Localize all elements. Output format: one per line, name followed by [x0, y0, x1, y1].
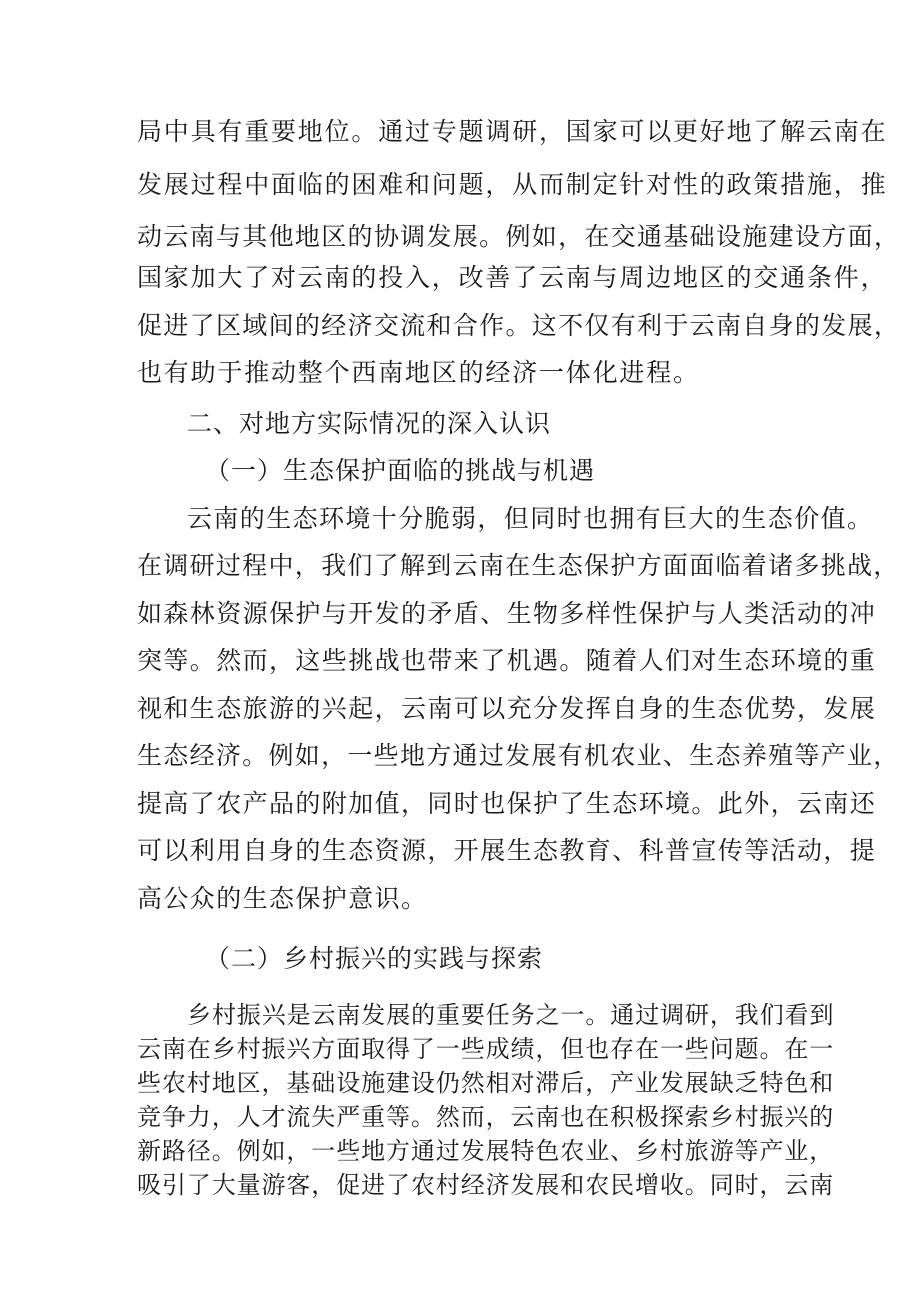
paragraph-line: 吸引了大量游客，促进了农村经济发展和农民增收。同时，云南 — [137, 1171, 835, 1199]
paragraph-line: 云南的生态环境十分脆弱，但同时也拥有巨大的生态价值。 — [187, 504, 874, 533]
paragraph-line: 发展过程中面临的困难和问题，从而制定针对性的政策措施，推 — [137, 170, 888, 199]
subsection-heading: （一）生态保护面临的挑战与机遇 — [205, 456, 596, 485]
paragraph-line: 可以利用自身的生态资源，开展生态教育、科普宣传等活动，提 — [137, 836, 877, 865]
paragraph-line: 在调研过程中，我们了解到云南在生态保护方面面临着诸多挑战， — [137, 551, 900, 580]
paragraph-line: 如森林资源保护与开发的矛盾、生物多样性保护与人类活动的冲 — [137, 599, 877, 628]
paragraph-line: 局中具有重要地位。通过专题调研，国家可以更好地了解云南在 — [137, 117, 888, 146]
paragraph-line: 视和生态旅游的兴起，云南可以充分发挥自身的生态优势，发展 — [137, 694, 877, 723]
paragraph-line: 促进了区域间的经济交流和合作。这不仅有利于云南自身的发展， — [137, 311, 901, 340]
paragraph-line: 竞争力，人才流失严重等。然而，云南也在积极探索乡村振兴的 — [137, 1103, 835, 1131]
paragraph-line: 动云南与其他地区的协调发展。例如，在交通基础设施建设方面， — [137, 222, 901, 251]
section-heading: 二、对地方实际情况的深入认识 — [187, 409, 552, 438]
paragraph-line: 云南在乡村振兴方面取得了一些成绩，但也存在一些问题。在一 — [137, 1035, 835, 1063]
paragraph-line: 国家加大了对云南的投入，改善了云南与周边地区的交通条件， — [137, 263, 888, 292]
paragraph-line: 生态经济。例如，一些地方通过发展有机农业、生态养殖等产业， — [137, 741, 900, 770]
subsection-heading: （二）乡村振兴的实践与探索 — [205, 944, 544, 973]
paragraph-line: 高公众的生态保护意识。 — [137, 884, 428, 913]
paragraph-line: 提高了农产品的附加值，同时也保护了生态环境。此外，云南还 — [137, 789, 877, 818]
paragraph-line: 突等。然而，这些挑战也带来了机遇。随着人们对生态环境的重 — [137, 646, 877, 675]
paragraph-line: 新路径。例如，一些地方通过发展特色农业、乡村旅游等产业， — [137, 1137, 835, 1165]
paragraph-line: 乡村振兴是云南发展的重要任务之一。通过调研，我们看到 — [187, 1001, 835, 1029]
paragraph-line: 些农村地区，基础设施建设仍然相对滞后，产业发展缺乏特色和 — [137, 1069, 835, 1097]
paragraph-line: 也有助于推动整个西南地区的经济一体化进程。 — [137, 358, 700, 387]
